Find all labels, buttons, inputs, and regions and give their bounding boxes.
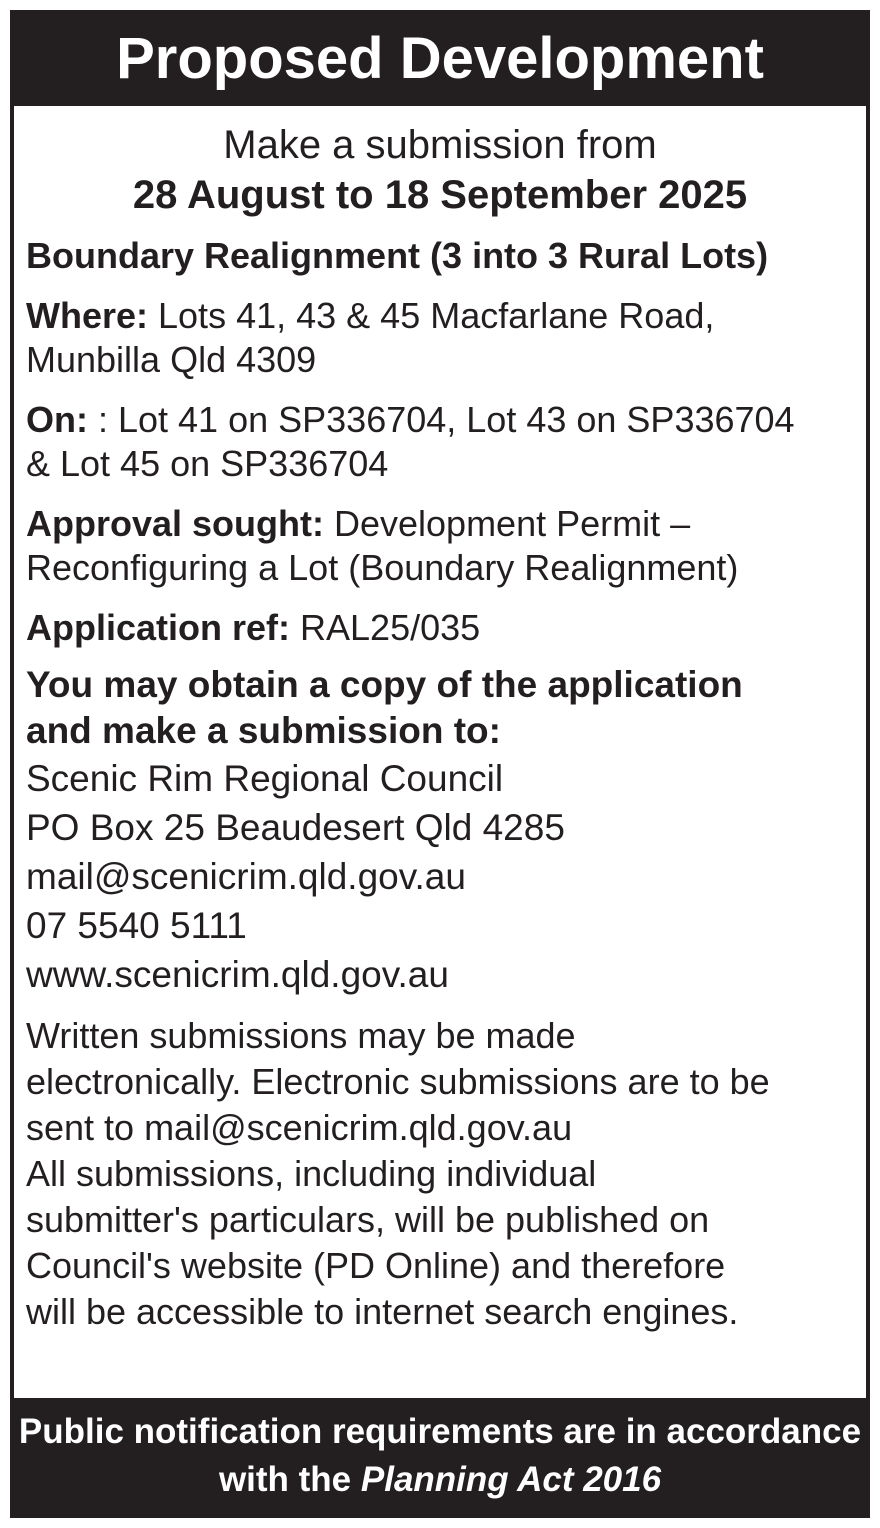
- notification-footer: [10, 1398, 870, 1518]
- written-line: sent to mail@scenicrim.qld.gov.au: [26, 1107, 573, 1148]
- submission-period-dates: 28 August to 18 September 2025: [132, 173, 748, 217]
- obtain-line-2: and make a submission to:: [26, 710, 501, 751]
- notice-title: Proposed Development: [116, 25, 764, 91]
- approval-line-2: Reconfiguring a Lot (Boundary Realignment): [26, 547, 739, 588]
- written-line: Council's website (PD Online) and therefore: [26, 1245, 726, 1286]
- where-line-2: Munbilla Qld 4309: [26, 339, 317, 380]
- written-line: Written submissions may be made: [26, 1015, 576, 1056]
- development-subject: Boundary Realignment (3 into 3 Rural Lots): [26, 235, 769, 276]
- council-contacts: [26, 754, 854, 999]
- footer-line-2-prefix: with the: [218, 1460, 361, 1499]
- where-label: Where:: [26, 295, 149, 336]
- planning-act-title: Planning Act 2016: [360, 1460, 662, 1499]
- on-line-2: & Lot 45 on SP336704: [26, 443, 389, 484]
- application-ref-section: [26, 606, 854, 650]
- notice-body: [14, 106, 866, 1398]
- submission-period-intro: Make a submission from: [223, 123, 657, 167]
- postal-address: PO Box 25 Beaudesert Qld 4285: [26, 807, 565, 848]
- application-ref-label: Application ref:: [26, 607, 291, 648]
- approval-section: [26, 502, 854, 590]
- approval-label: Approval sought:: [26, 503, 324, 544]
- submission-period: [26, 120, 854, 220]
- public-notice: [10, 10, 870, 1518]
- website-address: www.scenicrim.qld.gov.au: [26, 954, 449, 995]
- written-submissions-note: [26, 1013, 854, 1335]
- written-line: All submissions, including individual: [26, 1153, 597, 1194]
- on-line-1: : Lot 41 on SP336704, Lot 43 on SP336704: [87, 399, 795, 440]
- approval-line-1: Development Permit –: [323, 503, 691, 544]
- where-line-1: Lots 41, 43 & 45 Macfarlane Road,: [148, 295, 715, 336]
- phone-number: 07 5540 5111: [26, 905, 247, 946]
- council-name: Scenic Rim Regional Council: [26, 758, 504, 799]
- written-line: submitter's particulars, will be published on: [26, 1199, 710, 1240]
- obtain-heading: [26, 662, 854, 754]
- email-address: mail@scenicrim.qld.gov.au: [26, 856, 466, 897]
- on-section: [26, 398, 854, 486]
- where-section: [26, 294, 854, 382]
- written-line: will be accessible to internet search engines.: [26, 1291, 739, 1332]
- on-label: On:: [26, 399, 88, 440]
- obtain-line-1: You may obtain a copy of the application: [26, 664, 743, 705]
- written-line: electronically. Electronic submissions are to be: [26, 1061, 770, 1102]
- application-ref-value: RAL25/035: [290, 607, 481, 648]
- footer-line-1: Public notification requirements are in accordance: [18, 1412, 862, 1451]
